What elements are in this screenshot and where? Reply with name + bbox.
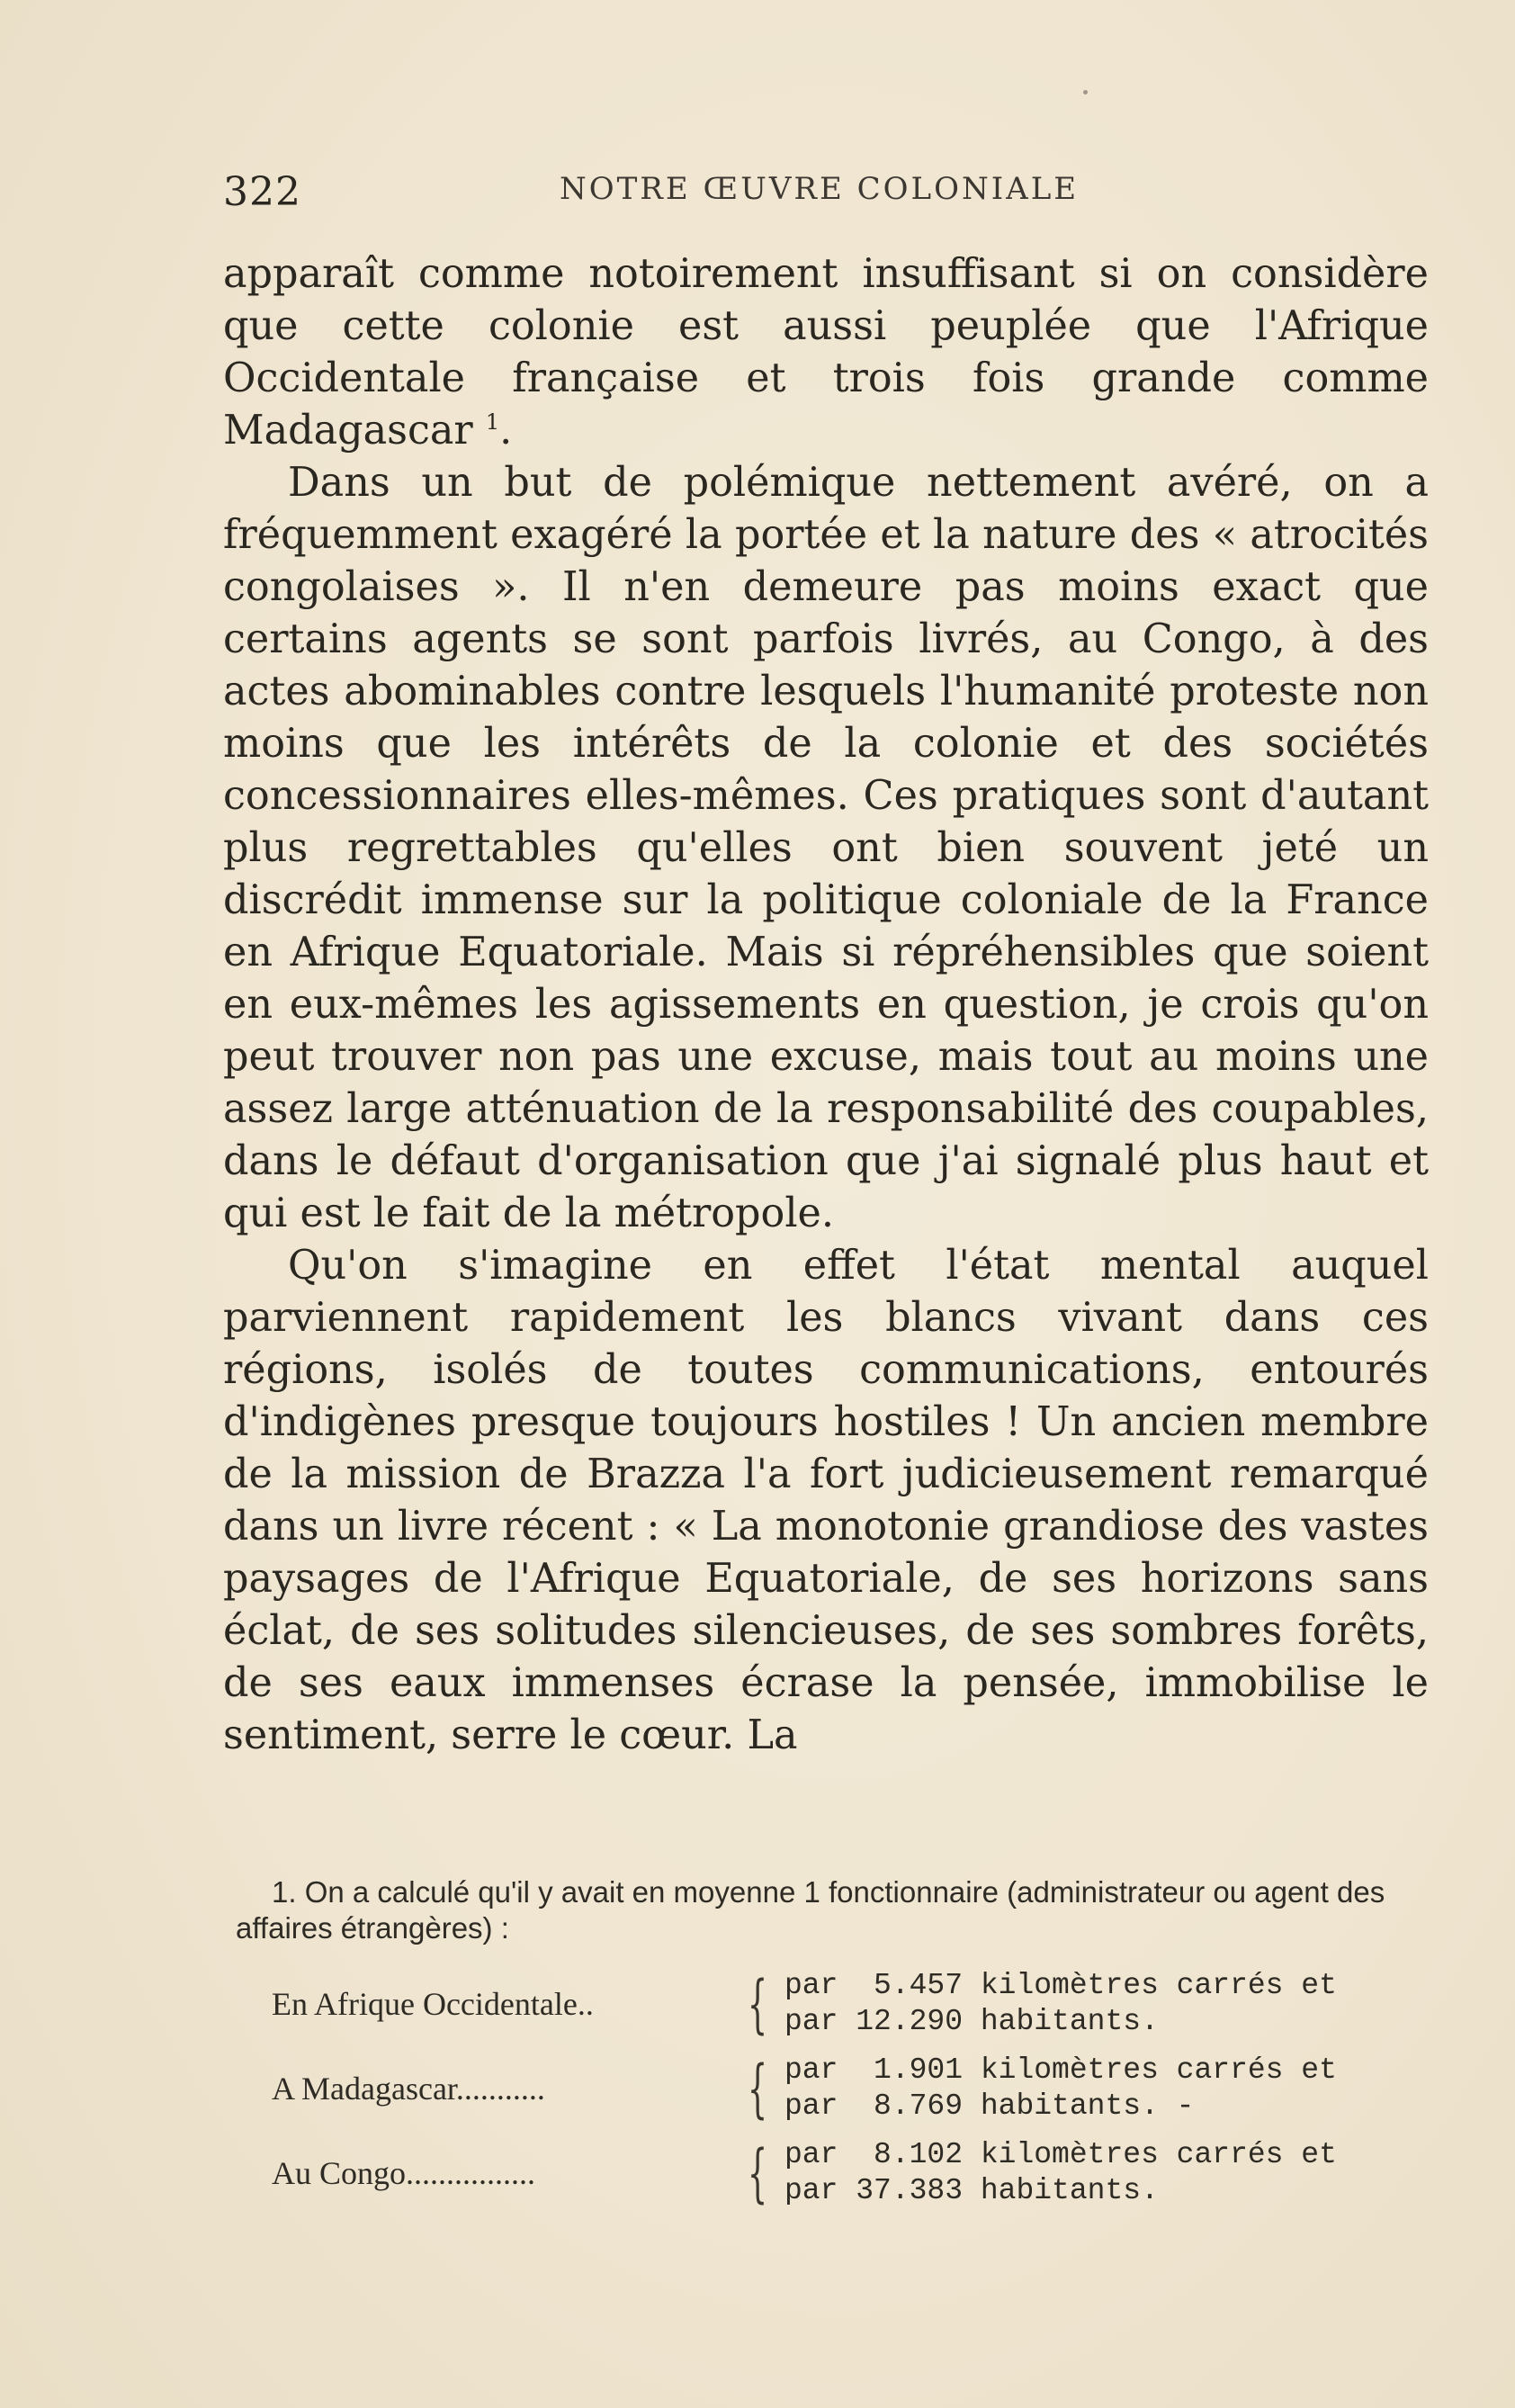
body-text [223,248,1429,1762]
footnote-intro: 1. On a calculé qu'il y avait en moyenne 1 fonctionnaire (administrateur ou agent des affaires étrangères) : [236,1875,1385,1945]
footnote-row-line: par 5.457 kilomètres carrés et [784,1969,1337,2002]
footnote-row-values [784,2053,1337,2125]
footnote-row-values [784,1968,1337,2040]
footnote-row-line: par 8.769 habitants. - [784,2089,1195,2123]
brace-icon: { [747,1967,768,2041]
footnote-reference: 1 [485,409,500,436]
footnote-row-line: par 8.102 kilomètres carrés et [784,2138,1337,2171]
footnote-table [236,1968,1441,2209]
footnote-row [236,1968,1441,2040]
paragraph-1 [223,248,1429,457]
paragraph-1-text: apparaît comme notoirement insuffisant si on considère que cette colonie est aussi peuplée que l'Afrique Occidentale française et trois fois grande comme Madagascar [223,251,1429,454]
footnote-row-line: par 37.383 habitants. [784,2174,1159,2207]
paragraph-1-end: . [499,408,513,454]
paragraph-3: Qu'on s'imagine en effet l'état mental auquel parviennent rapidement les blancs vivant dans ces régions, isolés de toutes communications, entourés d'indigènes presque toujours hostiles ! Un ancien membre de la mission de Brazza l'a fort judicieusement remarqué dans un livre récent : « La monotonie grandiose des vastes paysages de l'Afrique Equatoriale, de ses horizons sans éclat, de ses solitudes silencieuses, de ses sombres forêts, de ses eaux immenses écrase la pensée, immobilise le sentiment, serre le cœur. La [223,1243,1429,1758]
footnote-row-line: par 1.901 kilomètres carrés et [784,2053,1337,2087]
footnote-row-label: Au Congo................ [272,2155,536,2191]
footnote [236,1874,1441,2222]
brace-icon: { [747,2136,768,2210]
paper-speck [1083,90,1088,94]
brace-icon: { [747,2052,768,2125]
footnote-row-label: En Afrique Occidentale.. [272,1986,594,2022]
footnote-row-line: par 12.290 habitants. [784,2005,1159,2038]
footnote-row-label: A Madagascar........... [272,2071,545,2107]
footnote-row [236,2137,1441,2209]
running-head [223,162,1429,225]
running-title: NOTRE ŒUVRE COLONIALE [560,171,1080,207]
footnote-row-values [784,2137,1337,2209]
paragraph-2: Dans un but de polémique nettement avéré, on a fréquemment exagéré la portée et la nature des « atrocités congolaises ». Il n'en demeure pas moins exact que certains agents se sont parfois livrés, au Congo, à des actes abominables contre lesquels l'humanité proteste non moins que les intérêts de la colonie et des sociétés concessionnaires elles-mêmes. Ces pratiques sont d'autant plus regrettables qu'elles ont bien souvent jeté un discrédit immense sur la politique coloniale de la France en Afrique Equatoriale. Mais si répréhensibles que soient en eux-mêmes les agissements en question, je crois qu'on peut trouver non pas une excuse, mais tout au moins une assez large atténuation de la responsabilité des coupables, dans le défaut d'organisation que j'ai signalé plus haut et qui est le fait de la métropole. [223,460,1429,1236]
page-number: 322 [223,169,301,215]
footnote-row [236,2053,1441,2125]
